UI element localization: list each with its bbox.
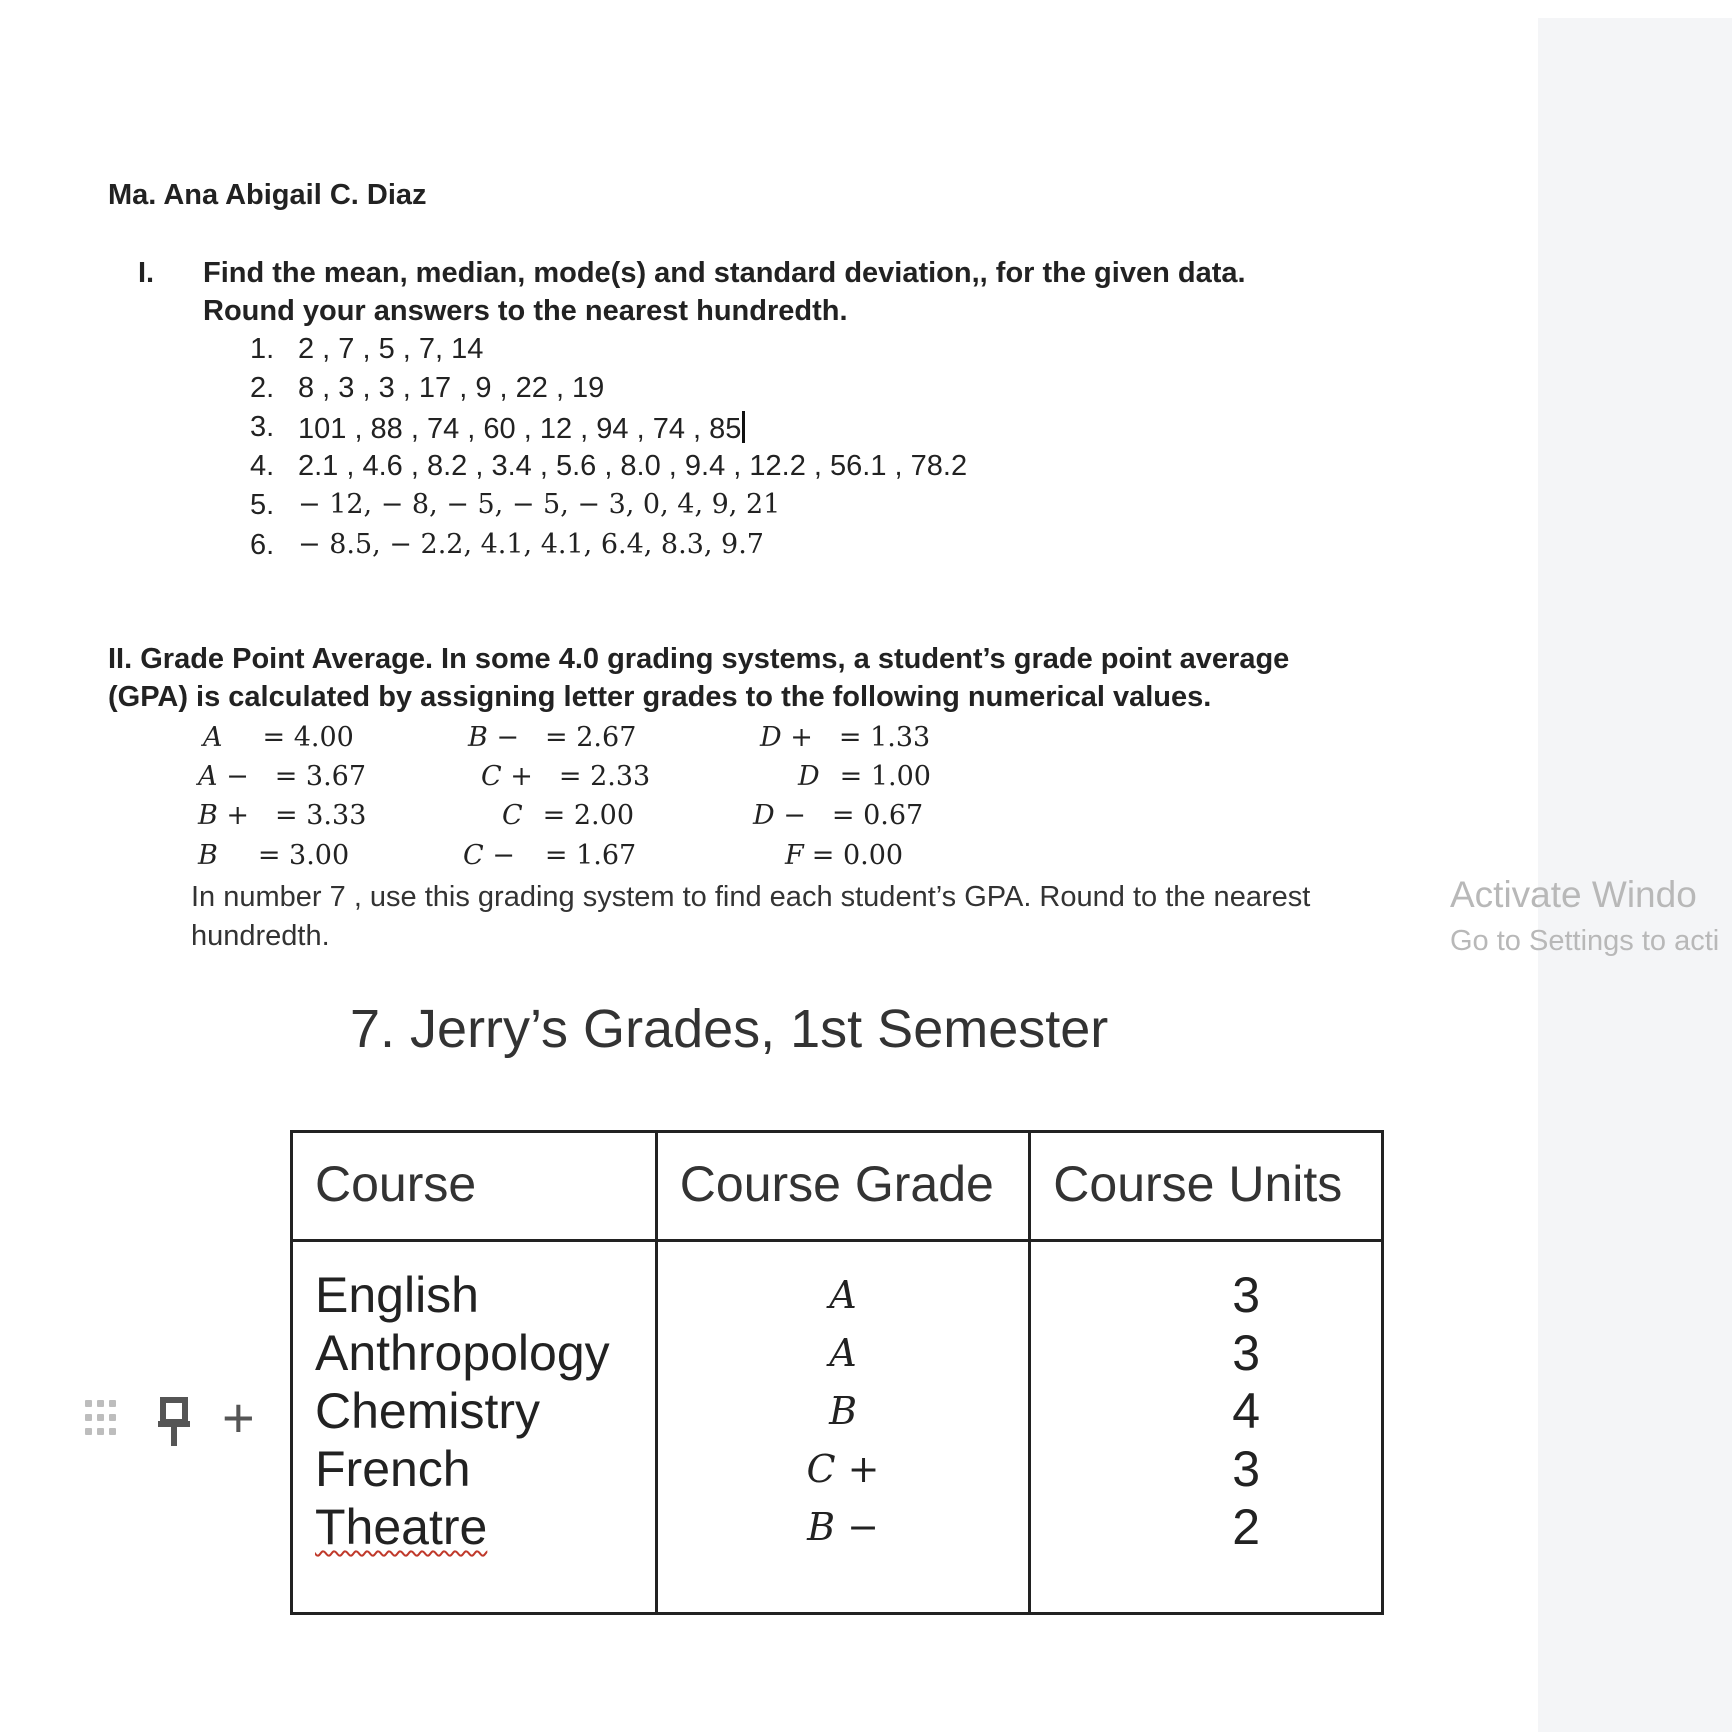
column-header-grade: Course Grade xyxy=(656,1132,1030,1241)
text-cursor xyxy=(742,411,745,443)
table-header-row xyxy=(292,1132,1383,1241)
course-name: Theatre xyxy=(315,1499,488,1555)
course-cell[interactable] xyxy=(292,1241,657,1614)
add-row-icon[interactable]: + xyxy=(222,1386,255,1449)
course-units: 2 xyxy=(1232,1499,1261,1555)
grade-entry: A − = 3.67 xyxy=(198,761,367,792)
section-1-number: I. xyxy=(138,257,155,289)
section-2-heading: II. Grade Point Average. In some 4.0 grading systems, a student’s grade point average xyxy=(108,643,1290,675)
data-set: 8 , 3 , 3 , 17 , 9 , 22 , 19 xyxy=(298,372,605,404)
grade-entry: B − = 2.67 xyxy=(468,722,637,753)
column-header-course: Course xyxy=(292,1132,657,1241)
gpa-instruction: In number 7 , use this grading system to find each student’s GPA. Round to the nearest xyxy=(191,881,1311,913)
section-1-instructions-2: Round your answers to the nearest hundredth. xyxy=(203,295,848,327)
data-set: − 12, − 8, − 5, − 5, − 3, 0, 4, 9, 21 xyxy=(298,489,781,520)
course-name: Chemistry xyxy=(315,1383,541,1439)
grade-entry: B + = 3.33 xyxy=(198,800,367,831)
list-item: 1. 2 , 7 , 5 , 7, 14 xyxy=(250,333,484,365)
list-item: 2. 8 , 3 , 3 , 17 , 9 , 22 , 19 xyxy=(250,372,605,404)
list-item: 3. 101 , 88 , 74 , 60 , 12 , 94 , 74 , 85 xyxy=(250,411,745,446)
data-set[interactable]: 101 , 88 , 74 , 60 , 12 , 94 , 74 , 85 xyxy=(298,411,745,446)
course-grade: C + xyxy=(806,1447,880,1491)
course-name: French xyxy=(315,1441,471,1497)
activation-watermark-sub: Go to Settings to acti xyxy=(1450,925,1720,957)
course-grade: B xyxy=(829,1389,857,1433)
section-1-instructions: Find the mean, median, mode(s) and standard deviation,, for the given data. xyxy=(203,257,1246,289)
course-grade: A xyxy=(829,1331,857,1375)
grade-entry: F = 0.00 xyxy=(785,840,904,871)
course-units: 4 xyxy=(1232,1383,1261,1439)
grade-entry: D + = 1.33 xyxy=(760,722,931,753)
data-set: 2.1 , 4.6 , 8.2 , 3.4 , 5.6 , 8.0 , 9.4 , 12.2 , 56.1 , 78.2 xyxy=(298,450,968,482)
problem-7-title: 7. Jerry’s Grades, 1st Semester xyxy=(350,999,1109,1059)
grades-table xyxy=(290,1130,1384,1615)
data-set: − 8.5, − 2.2, 4.1, 4.1, 6.4, 8.3, 9.7 xyxy=(298,529,764,560)
column-header-units: Course Units xyxy=(1030,1132,1383,1241)
activation-watermark: Activate Windo xyxy=(1450,874,1697,915)
grade-entry: B = 3.00 xyxy=(198,840,350,871)
author-name: Ma. Ana Abigail C. Diaz xyxy=(108,179,427,211)
grade-entry: C − = 1.67 xyxy=(463,840,637,871)
grade-cell[interactable] xyxy=(656,1241,1030,1614)
course-units: 3 xyxy=(1232,1325,1261,1381)
list-item: 4. 2.1 , 4.6 , 8.2 , 3.4 , 5.6 , 8.0 , 9.4 , 12.2 , 56.1 , 78.2 xyxy=(250,450,968,482)
table-row xyxy=(292,1241,1383,1614)
course-name: Anthropology xyxy=(315,1325,610,1381)
grade-entry: D − = 0.67 xyxy=(753,800,924,831)
grade-entry: D = 1.00 xyxy=(798,761,931,792)
data-set: 2 , 7 , 5 , 7, 14 xyxy=(298,333,484,365)
gpa-instruction-2: hundredth. xyxy=(191,920,330,952)
course-units: 3 xyxy=(1232,1267,1261,1323)
units-cell[interactable] xyxy=(1030,1241,1383,1614)
grade-entry: C = 2.00 xyxy=(502,800,634,831)
pin-icon[interactable] xyxy=(155,1396,195,1450)
list-item: 5. − 12, − 8, − 5, − 5, − 3, 0, 4, 9, 21 xyxy=(250,489,781,521)
course-name: English xyxy=(315,1267,479,1323)
grade-entry: A = 4.00 xyxy=(203,722,354,753)
drag-handle-icon[interactable] xyxy=(85,1400,115,1440)
course-grade: B − xyxy=(807,1505,879,1549)
section-2-heading-2: (GPA) is calculated by assigning letter grades to the following numerical values. xyxy=(108,681,1212,713)
course-units: 3 xyxy=(1232,1441,1261,1497)
course-grade: A xyxy=(829,1273,857,1317)
grade-entry: C + = 2.33 xyxy=(481,761,651,792)
list-item: 6. − 8.5, − 2.2, 4.1, 4.1, 6.4, 8.3, 9.7 xyxy=(250,529,764,561)
